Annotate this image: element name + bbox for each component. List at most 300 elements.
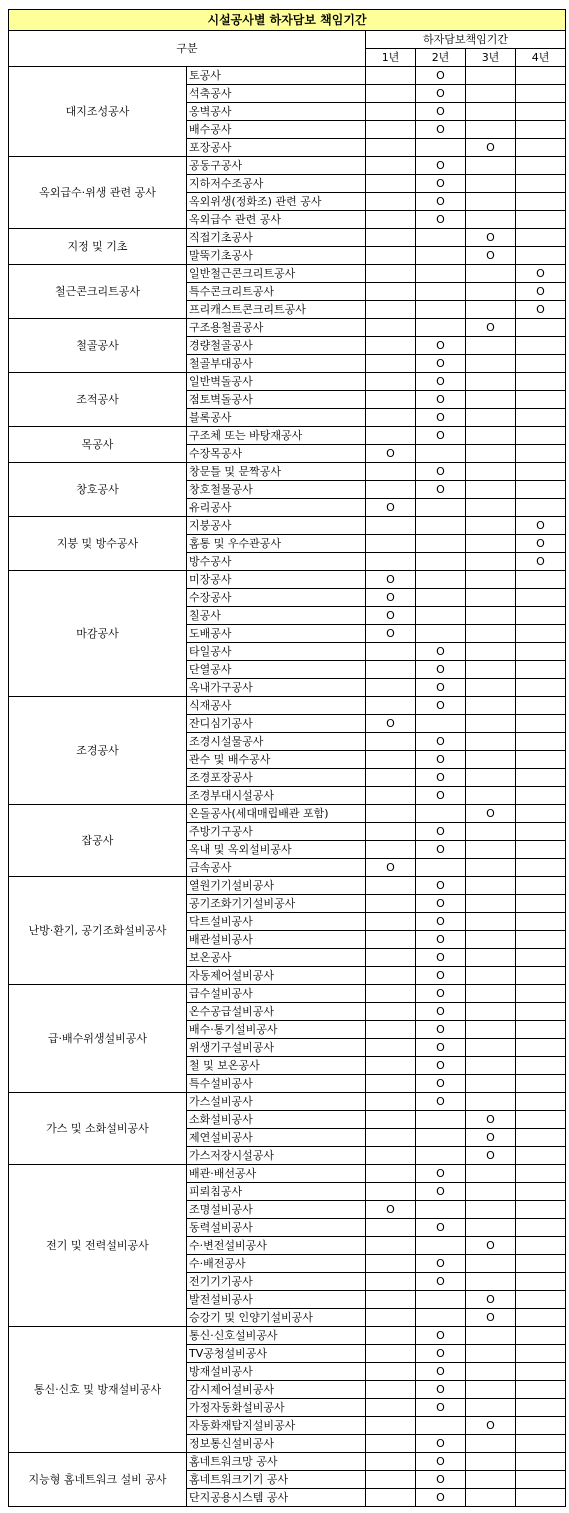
table-row (9, 1327, 566, 1345)
year-4-cell (516, 607, 566, 625)
work-item-name: 옥내가구공사 (187, 679, 366, 697)
year-3-cell (466, 625, 516, 643)
category-name: 조경공사 (9, 697, 187, 805)
year-4-cell (516, 391, 566, 409)
year-2-cell (416, 139, 466, 157)
table-row (9, 265, 566, 283)
year-3-cell (466, 553, 516, 571)
year-2-cell: O (416, 103, 466, 121)
work-item-name: 자동화재탐지설비공사 (187, 1417, 366, 1435)
period-header: 하자담보책임기간 (366, 31, 566, 49)
category-name: 통신·신호 및 방재설비공사 (9, 1327, 187, 1453)
year-3-cell (466, 1057, 516, 1075)
year-2-cell: O (416, 391, 466, 409)
year-3-cell: O (466, 1309, 516, 1327)
work-item-name: 지붕공사 (187, 517, 366, 535)
year-2-cell (416, 571, 466, 589)
year-3-cell (466, 1453, 516, 1471)
year-2-cell: O (416, 1453, 466, 1471)
year-4-cell (516, 445, 566, 463)
table-row (9, 67, 566, 85)
year-header-1: 1년 (366, 49, 416, 67)
year-2-cell: O (416, 1489, 466, 1507)
year-4-cell (516, 1435, 566, 1453)
year-3-cell (466, 1201, 516, 1219)
year-2-cell: O (416, 121, 466, 139)
year-4-cell (516, 499, 566, 517)
year-2-cell: O (416, 1075, 466, 1093)
year-4-cell: O (516, 553, 566, 571)
category-name: 대지조성공사 (9, 67, 187, 157)
year-3-cell: O (466, 1129, 516, 1147)
year-2-cell (416, 1111, 466, 1129)
work-item-name: 석축공사 (187, 85, 366, 103)
year-3-cell (466, 697, 516, 715)
year-2-cell: O (416, 1471, 466, 1489)
year-2-cell: O (416, 1021, 466, 1039)
year-2-cell (416, 715, 466, 733)
year-2-cell (416, 499, 466, 517)
year-3-cell (466, 1363, 516, 1381)
year-1-cell (366, 1219, 416, 1237)
work-item-name: 타일공사 (187, 643, 366, 661)
year-1-cell (366, 139, 416, 157)
year-1-cell (366, 1417, 416, 1435)
year-2-cell: O (416, 931, 466, 949)
year-1-cell (366, 283, 416, 301)
category-name: 지능형 홈네트워크 설비 공사 (9, 1453, 187, 1507)
year-3-cell (466, 931, 516, 949)
year-3-cell (466, 463, 516, 481)
year-2-cell: O (416, 1183, 466, 1201)
year-1-cell (366, 751, 416, 769)
category-name: 지붕 및 방수공사 (9, 517, 187, 571)
year-4-cell (516, 877, 566, 895)
year-2-cell: O (416, 1057, 466, 1075)
work-item-name: 프리캐스트콘크리트공사 (187, 301, 366, 319)
year-1-cell (366, 1291, 416, 1309)
year-3-cell (466, 427, 516, 445)
year-3-cell: O (466, 319, 516, 337)
year-3-cell (466, 481, 516, 499)
year-3-cell (466, 265, 516, 283)
year-3-cell (466, 355, 516, 373)
work-item-name: 제연설비공사 (187, 1129, 366, 1147)
year-4-cell (516, 409, 566, 427)
work-item-name: 점토벽돌공사 (187, 391, 366, 409)
year-2-cell (416, 247, 466, 265)
work-item-name: 일반철근콘크리트공사 (187, 265, 366, 283)
year-1-cell (366, 103, 416, 121)
table-row (9, 463, 566, 481)
year-2-cell: O (416, 1003, 466, 1021)
work-item-name: 동력설비공사 (187, 1219, 366, 1237)
year-1-cell (366, 391, 416, 409)
year-4-cell (516, 931, 566, 949)
year-1-cell (366, 985, 416, 1003)
year-4-cell (516, 157, 566, 175)
year-1-cell (366, 481, 416, 499)
work-item-name: 전기기기공사 (187, 1273, 366, 1291)
year-4-cell (516, 1381, 566, 1399)
category-name: 조적공사 (9, 373, 187, 427)
defect-liability-table (8, 9, 566, 1507)
header-row-1 (9, 31, 566, 49)
year-2-cell (416, 1309, 466, 1327)
year-1-cell (366, 1345, 416, 1363)
year-3-cell (466, 985, 516, 1003)
work-item-name: 승강기 및 인양기설비공사 (187, 1309, 366, 1327)
year-3-cell: O (466, 1147, 516, 1165)
year-4-cell (516, 319, 566, 337)
year-1-cell (366, 1273, 416, 1291)
year-4-cell (516, 193, 566, 211)
year-3-cell (466, 67, 516, 85)
year-4-cell (516, 1273, 566, 1291)
work-item-name: 급수설비공사 (187, 985, 366, 1003)
work-item-name: 토공사 (187, 67, 366, 85)
year-2-cell: O (416, 1165, 466, 1183)
work-item-name: 배수·통기설비공사 (187, 1021, 366, 1039)
year-1-cell (366, 355, 416, 373)
work-item-name: 창문틀 및 문짝공사 (187, 463, 366, 481)
year-1-cell (366, 1003, 416, 1021)
year-3-cell (466, 841, 516, 859)
year-1-cell (366, 967, 416, 985)
year-1-cell (366, 1021, 416, 1039)
year-3-cell (466, 283, 516, 301)
work-item-name: 옥내 및 옥외설비공사 (187, 841, 366, 859)
year-3-cell (466, 157, 516, 175)
year-4-cell (516, 1201, 566, 1219)
category-name: 마감공사 (9, 571, 187, 697)
table-row (9, 697, 566, 715)
year-1-cell (366, 1075, 416, 1093)
year-3-cell (466, 175, 516, 193)
year-4-cell: O (516, 535, 566, 553)
year-2-cell: O (416, 175, 466, 193)
year-2-cell (416, 301, 466, 319)
year-4-cell (516, 751, 566, 769)
year-3-cell (466, 391, 516, 409)
work-item-name: 단지공용시스템 공사 (187, 1489, 366, 1507)
year-4-cell (516, 247, 566, 265)
work-item-name: 가스설비공사 (187, 1093, 366, 1111)
year-3-cell (466, 409, 516, 427)
year-1-cell (366, 175, 416, 193)
year-1-cell (366, 1129, 416, 1147)
work-item-name: 열원기기설비공사 (187, 877, 366, 895)
work-item-name: 특수콘크리트공사 (187, 283, 366, 301)
work-item-name: 수장공사 (187, 589, 366, 607)
work-item-name: 온돌공사(세대매립배관 포함) (187, 805, 366, 823)
year-3-cell (466, 769, 516, 787)
work-item-name: 공동구공사 (187, 157, 366, 175)
year-1-cell (366, 247, 416, 265)
year-1-cell (366, 643, 416, 661)
year-3-cell (466, 1345, 516, 1363)
year-1-cell (366, 1363, 416, 1381)
year-4-cell (516, 1471, 566, 1489)
year-4-cell (516, 85, 566, 103)
year-4-cell (516, 1165, 566, 1183)
year-4-cell (516, 1093, 566, 1111)
table-row (9, 985, 566, 1003)
year-1-cell (366, 1399, 416, 1417)
work-item-name: 통신·신호설비공사 (187, 1327, 366, 1345)
year-1-cell (366, 193, 416, 211)
year-4-cell (516, 373, 566, 391)
year-1-cell: O (366, 571, 416, 589)
year-2-cell: O (416, 787, 466, 805)
year-4-cell (516, 355, 566, 373)
year-3-cell (466, 517, 516, 535)
title-row (9, 10, 566, 31)
year-4-cell (516, 1021, 566, 1039)
work-item-name: 보온공사 (187, 949, 366, 967)
year-2-cell: O (416, 769, 466, 787)
year-3-cell: O (466, 229, 516, 247)
year-3-cell: O (466, 1291, 516, 1309)
work-item-name: 구조용철골공사 (187, 319, 366, 337)
year-3-cell (466, 211, 516, 229)
year-1-cell (366, 1057, 416, 1075)
year-4-cell (516, 229, 566, 247)
year-2-cell: O (416, 1435, 466, 1453)
table-row (9, 571, 566, 589)
work-item-name: 경량철골공사 (187, 337, 366, 355)
year-1-cell (366, 337, 416, 355)
work-item-name: 관수 및 배수공사 (187, 751, 366, 769)
table-row (9, 1165, 566, 1183)
year-4-cell (516, 1363, 566, 1381)
year-1-cell (366, 1255, 416, 1273)
year-1-cell (366, 679, 416, 697)
work-item-name: 피뢰침공사 (187, 1183, 366, 1201)
year-4-cell (516, 823, 566, 841)
category-name: 철골공사 (9, 319, 187, 373)
year-3-cell: O (466, 805, 516, 823)
year-2-cell: O (416, 1093, 466, 1111)
year-3-cell (466, 607, 516, 625)
work-item-name: 칠공사 (187, 607, 366, 625)
year-3-cell (466, 877, 516, 895)
work-item-name: 자동제어설비공사 (187, 967, 366, 985)
year-2-cell: O (416, 661, 466, 679)
year-2-cell: O (416, 481, 466, 499)
year-4-cell (516, 1075, 566, 1093)
work-item-name: 주방기구공사 (187, 823, 366, 841)
year-2-cell (416, 607, 466, 625)
work-item-name: 유리공사 (187, 499, 366, 517)
work-item-name: 일반벽돌공사 (187, 373, 366, 391)
year-1-cell (366, 823, 416, 841)
year-2-cell (416, 1201, 466, 1219)
year-1-cell (366, 373, 416, 391)
year-1-cell: O (366, 445, 416, 463)
year-1-cell (366, 787, 416, 805)
year-1-cell (366, 1381, 416, 1399)
year-2-cell: O (416, 643, 466, 661)
year-4-cell (516, 211, 566, 229)
year-1-cell: O (366, 499, 416, 517)
year-3-cell (466, 1255, 516, 1273)
year-4-cell (516, 1111, 566, 1129)
table-body (9, 67, 566, 1507)
year-1-cell (366, 733, 416, 751)
year-2-cell: O (416, 409, 466, 427)
year-4-cell (516, 337, 566, 355)
category-name: 난방·환기, 공기조화설비공사 (9, 877, 187, 985)
year-3-cell (466, 1021, 516, 1039)
year-3-cell (466, 1075, 516, 1093)
year-4-cell: O (516, 265, 566, 283)
year-4-cell (516, 1147, 566, 1165)
category-name: 철근콘크리트공사 (9, 265, 187, 319)
year-3-cell (466, 967, 516, 985)
year-2-cell: O (416, 67, 466, 85)
year-3-cell (466, 1093, 516, 1111)
work-item-name: 옹벽공사 (187, 103, 366, 121)
year-3-cell (466, 373, 516, 391)
year-header-2: 2년 (416, 49, 466, 67)
year-3-cell (466, 535, 516, 553)
work-item-name: 특수설비공사 (187, 1075, 366, 1093)
year-1-cell (366, 895, 416, 913)
year-3-cell (466, 1435, 516, 1453)
work-item-name: 배관·배선공사 (187, 1165, 366, 1183)
category-header: 구분 (9, 31, 366, 67)
category-name: 급·배수위생설비공사 (9, 985, 187, 1093)
year-header-3: 3년 (466, 49, 516, 67)
year-2-cell (416, 589, 466, 607)
table-row (9, 427, 566, 445)
year-2-cell (416, 1237, 466, 1255)
year-4-cell (516, 1399, 566, 1417)
year-3-cell (466, 661, 516, 679)
year-2-cell: O (416, 211, 466, 229)
work-item-name: 조명설비공사 (187, 1201, 366, 1219)
year-3-cell (466, 1399, 516, 1417)
table-row (9, 517, 566, 535)
year-1-cell (366, 1183, 416, 1201)
work-item-name: 조경시설물공사 (187, 733, 366, 751)
year-3-cell (466, 571, 516, 589)
year-2-cell: O (416, 751, 466, 769)
table-row (9, 1093, 566, 1111)
year-4-cell (516, 805, 566, 823)
year-1-cell (366, 1435, 416, 1453)
table-row (9, 877, 566, 895)
year-4-cell (516, 1039, 566, 1057)
year-1-cell (366, 301, 416, 319)
year-2-cell: O (416, 697, 466, 715)
year-1-cell: O (366, 859, 416, 877)
work-item-name: 철 및 보온공사 (187, 1057, 366, 1075)
year-4-cell (516, 481, 566, 499)
year-2-cell (416, 1291, 466, 1309)
category-name: 잡공사 (9, 805, 187, 877)
year-4-cell (516, 913, 566, 931)
work-item-name: 말뚝기초공사 (187, 247, 366, 265)
year-4-cell: O (516, 517, 566, 535)
category-name: 목공사 (9, 427, 187, 463)
year-4-cell (516, 841, 566, 859)
year-2-cell: O (416, 895, 466, 913)
work-item-name: 단열공사 (187, 661, 366, 679)
work-item-name: 수·변전설비공사 (187, 1237, 366, 1255)
year-1-cell (366, 229, 416, 247)
year-4-cell (516, 1237, 566, 1255)
year-3-cell (466, 751, 516, 769)
year-3-cell (466, 1003, 516, 1021)
year-3-cell (466, 1219, 516, 1237)
year-3-cell (466, 1471, 516, 1489)
year-1-cell (366, 661, 416, 679)
year-2-cell (416, 265, 466, 283)
work-item-name: 홈네트워크기기 공사 (187, 1471, 366, 1489)
year-3-cell (466, 1489, 516, 1507)
year-header-4: 4년 (516, 49, 566, 67)
year-1-cell (366, 85, 416, 103)
year-1-cell (366, 157, 416, 175)
year-4-cell (516, 625, 566, 643)
work-item-name: 방재설비공사 (187, 1363, 366, 1381)
year-4-cell (516, 427, 566, 445)
year-4-cell (516, 715, 566, 733)
work-item-name: 방수공사 (187, 553, 366, 571)
category-name: 옥외급수·위생 관련 공사 (9, 157, 187, 229)
year-2-cell (416, 283, 466, 301)
work-item-name: 온수공급설비공사 (187, 1003, 366, 1021)
year-2-cell: O (416, 157, 466, 175)
year-1-cell (366, 949, 416, 967)
year-4-cell (516, 67, 566, 85)
year-4-cell (516, 679, 566, 697)
year-4-cell (516, 571, 566, 589)
work-item-name: 정보통신설비공사 (187, 1435, 366, 1453)
year-4-cell (516, 1489, 566, 1507)
year-2-cell: O (416, 733, 466, 751)
year-3-cell (466, 337, 516, 355)
table-row (9, 805, 566, 823)
year-2-cell (416, 1129, 466, 1147)
year-3-cell (466, 859, 516, 877)
category-name: 지정 및 기초 (9, 229, 187, 265)
year-4-cell: O (516, 283, 566, 301)
year-3-cell (466, 1183, 516, 1201)
year-3-cell (466, 823, 516, 841)
work-item-name: 감시제어설비공사 (187, 1381, 366, 1399)
work-item-name: 도배공사 (187, 625, 366, 643)
work-item-name: 금속공사 (187, 859, 366, 877)
year-2-cell: O (416, 967, 466, 985)
year-2-cell (416, 319, 466, 337)
year-3-cell (466, 715, 516, 733)
year-1-cell (366, 1039, 416, 1057)
work-item-name: 철골부대공사 (187, 355, 366, 373)
year-1-cell (366, 805, 416, 823)
year-2-cell: O (416, 1273, 466, 1291)
category-name: 창호공사 (9, 463, 187, 517)
table-title: 시설공사별 하자담보 책임기간 (9, 10, 566, 31)
year-1-cell (366, 409, 416, 427)
work-item-name: 옥외급수 관련 공사 (187, 211, 366, 229)
year-1-cell (366, 427, 416, 445)
year-1-cell (366, 319, 416, 337)
year-1-cell (366, 1111, 416, 1129)
year-3-cell (466, 949, 516, 967)
